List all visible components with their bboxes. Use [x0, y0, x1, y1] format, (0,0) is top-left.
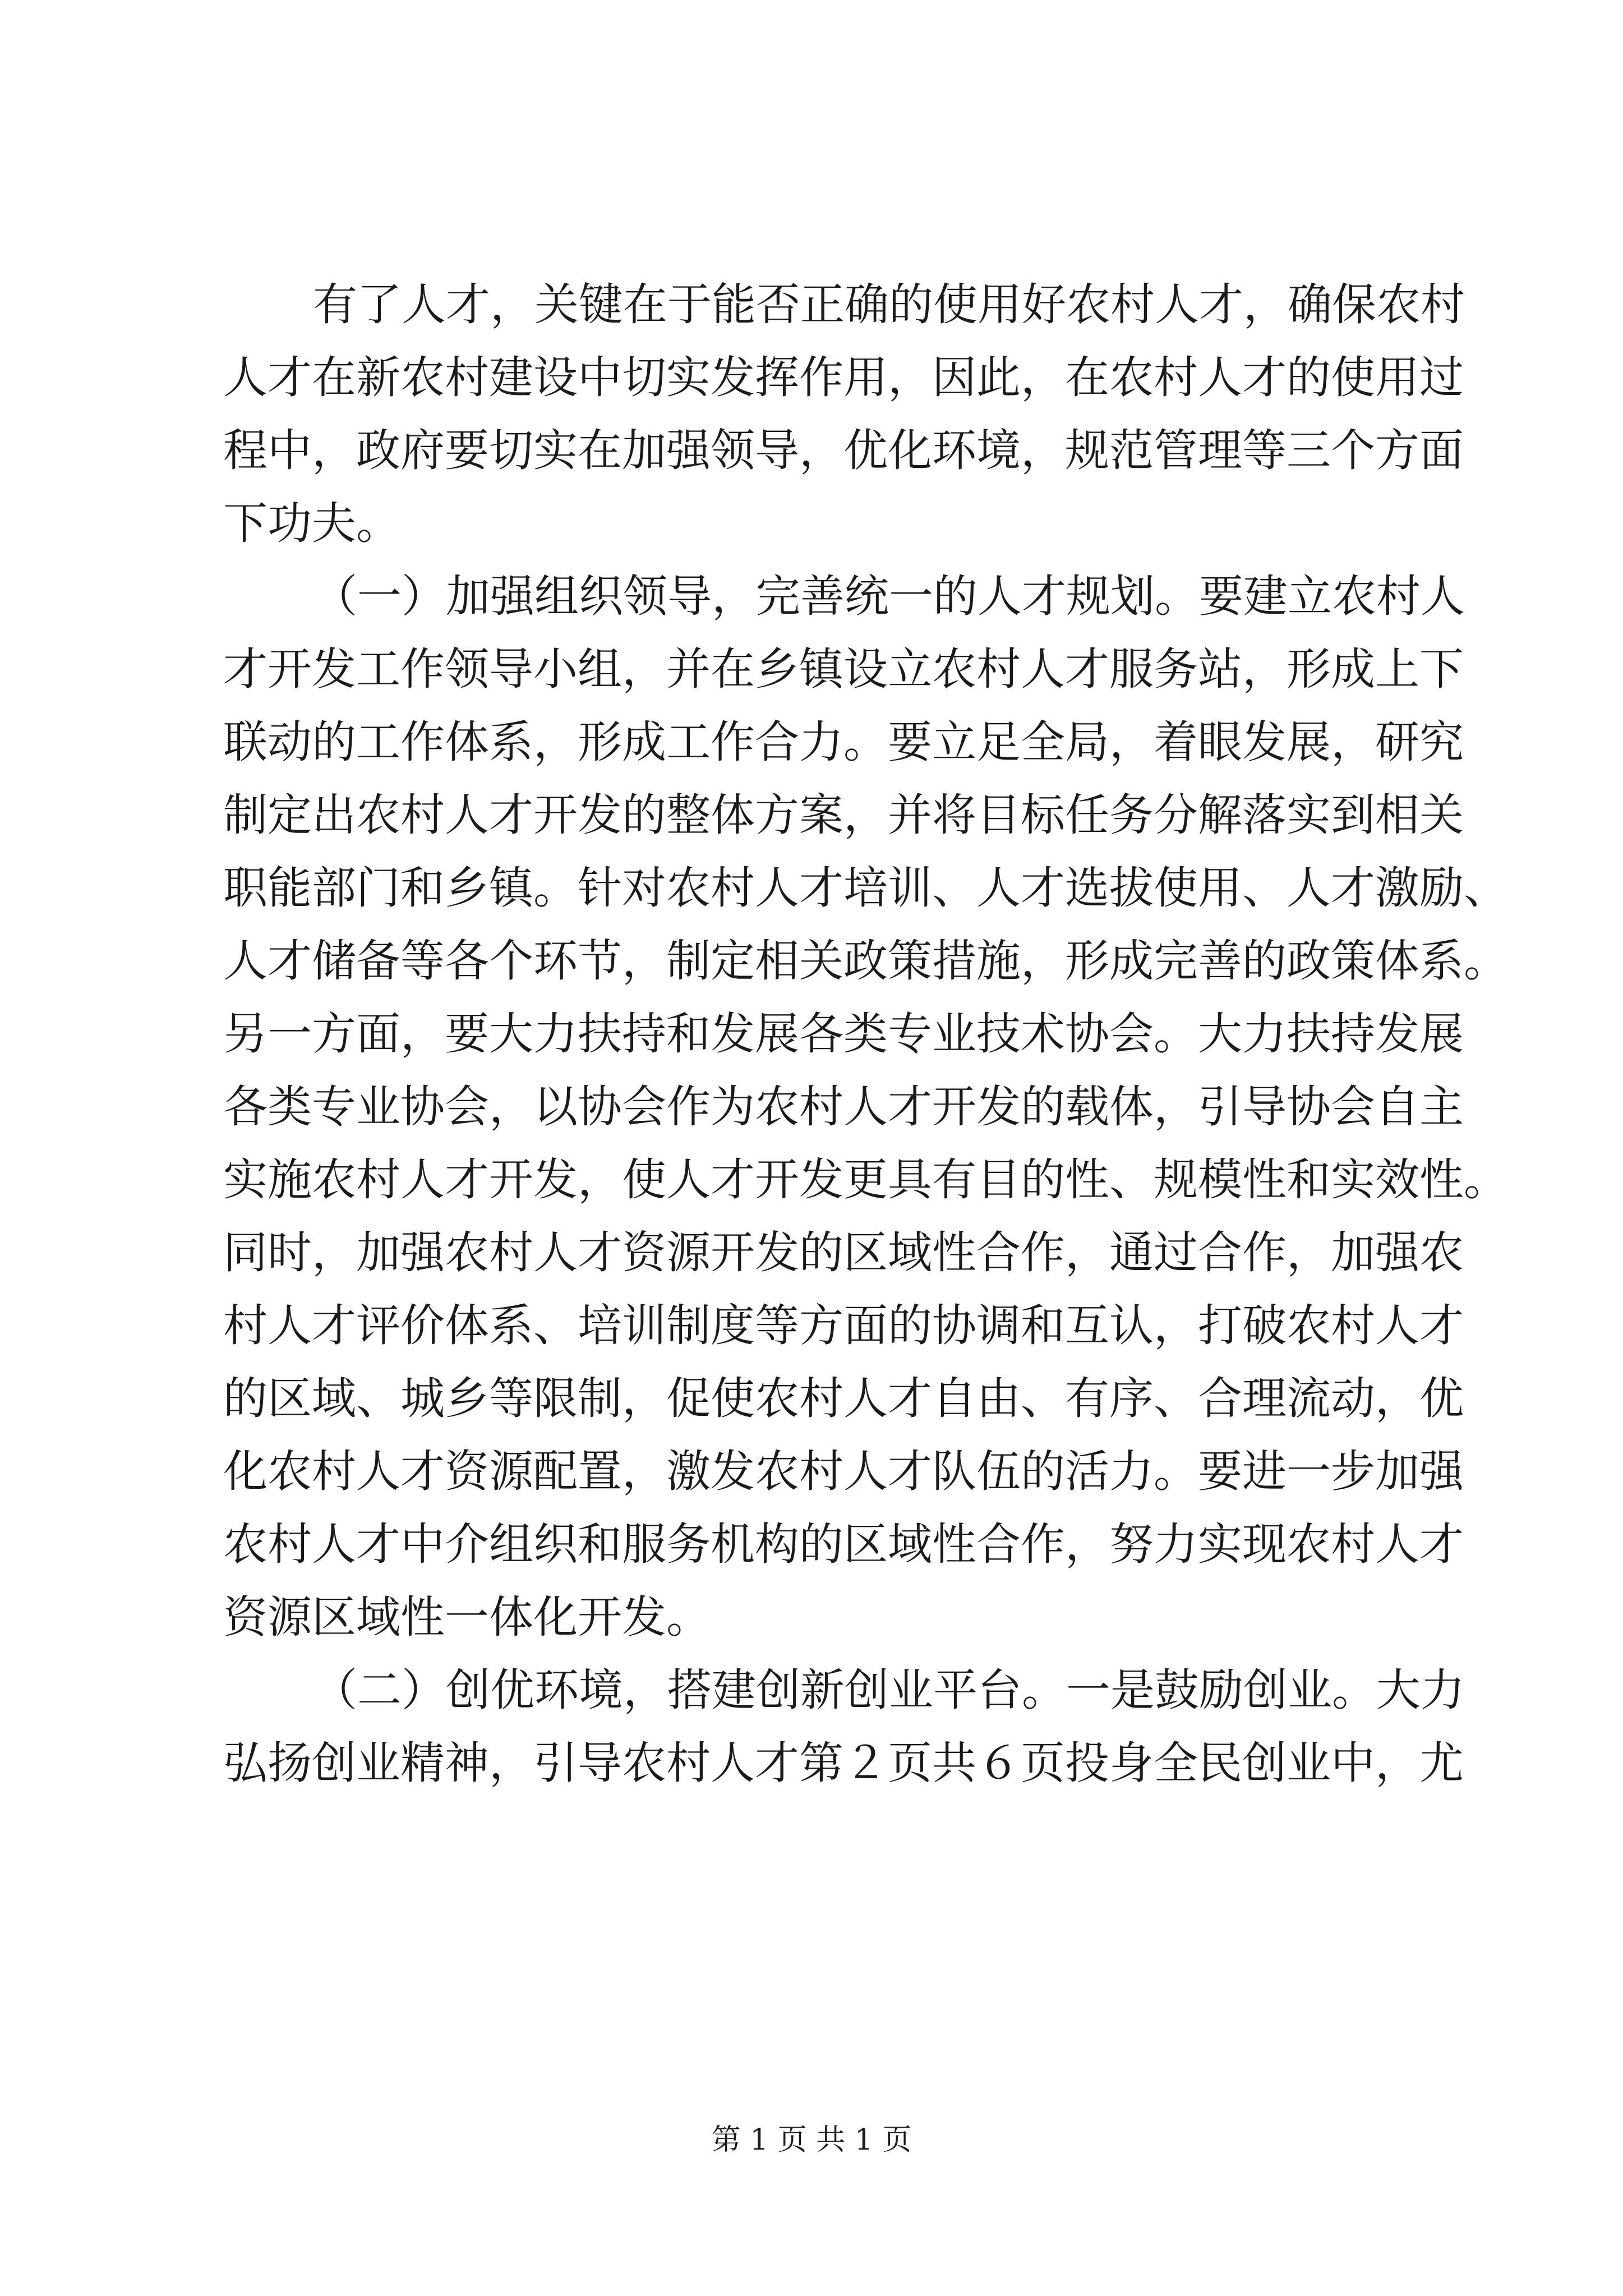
- text-line: 联动的工作体系，形成工作合力。要立足全局，着眼发展，研究: [223, 716, 1464, 768]
- page-footer: 第 1 页 共 1 页: [711, 2123, 912, 2157]
- text-line: 农村人才中介组织和服务机构的区域性合作，努力实现农村人才: [223, 1519, 1464, 1570]
- text-line: 制定出农村人才开发的整体方案，并将目标任务分解落实到相关: [223, 789, 1464, 841]
- text-line: （二）创优环境，搭建创新创业平台。一是鼓励创业。大力: [313, 1664, 1465, 1716]
- text-line: 同时，加强农村人才资源开发的区域性合作，通过合作，加强农: [223, 1227, 1464, 1278]
- text-line: 有了人才，关键在于能否正确的使用好农村人才，确保农村: [313, 279, 1465, 330]
- document-body: [223, 268, 1508, 1800]
- text-line: 弘扬创业精神，引导农村人才第２页共６页投身全民创业中，尤: [223, 1737, 1464, 1789]
- text-line: 村人才评价体系、培训制度等方面的协调和互认，打破农村人才: [223, 1300, 1464, 1351]
- text-line: 人才在新农村建设中切实发挥作用，因此，在农村人才的使用过: [223, 352, 1464, 403]
- text-line: 各类专业协会，以协会作为农村人才开发的载体，引导协会自主: [223, 1081, 1464, 1133]
- text-line: 职能部门和乡镇。针对农村人才培训、人才选拔使用、人才激励、: [223, 862, 1508, 914]
- text-line: 的区域、城乡等限制，促使农村人才自由、有序、合理流动，优: [223, 1373, 1464, 1424]
- text-line: 实施农村人才开发，使人才开发更具有目的性、规模性和实效性。: [223, 1154, 1508, 1205]
- text-line: 程中，政府要切实在加强领导，优化环境，规范管理等三个方面: [223, 425, 1464, 476]
- text-line: （一）加强组织领导，完善统一的人才规划。要建立农村人: [313, 570, 1465, 622]
- text-line: 人才储备等各个环节，制定相关政策措施，形成完善的政策体系。: [223, 935, 1508, 987]
- text-line: 资源区域性一体化开发。: [223, 1591, 711, 1643]
- text-line: 才开发工作领导小组，并在乡镇设立农村人才服务站，形成上下: [223, 643, 1464, 695]
- text-line: 另一方面，要大力扶持和发展各类专业技术协会。大力扶持发展: [223, 1008, 1464, 1060]
- text-line: 化农村人才资源配置，激发农村人才队伍的活力。要进一步加强: [223, 1446, 1464, 1497]
- text-line: 下功夫。: [223, 498, 400, 549]
